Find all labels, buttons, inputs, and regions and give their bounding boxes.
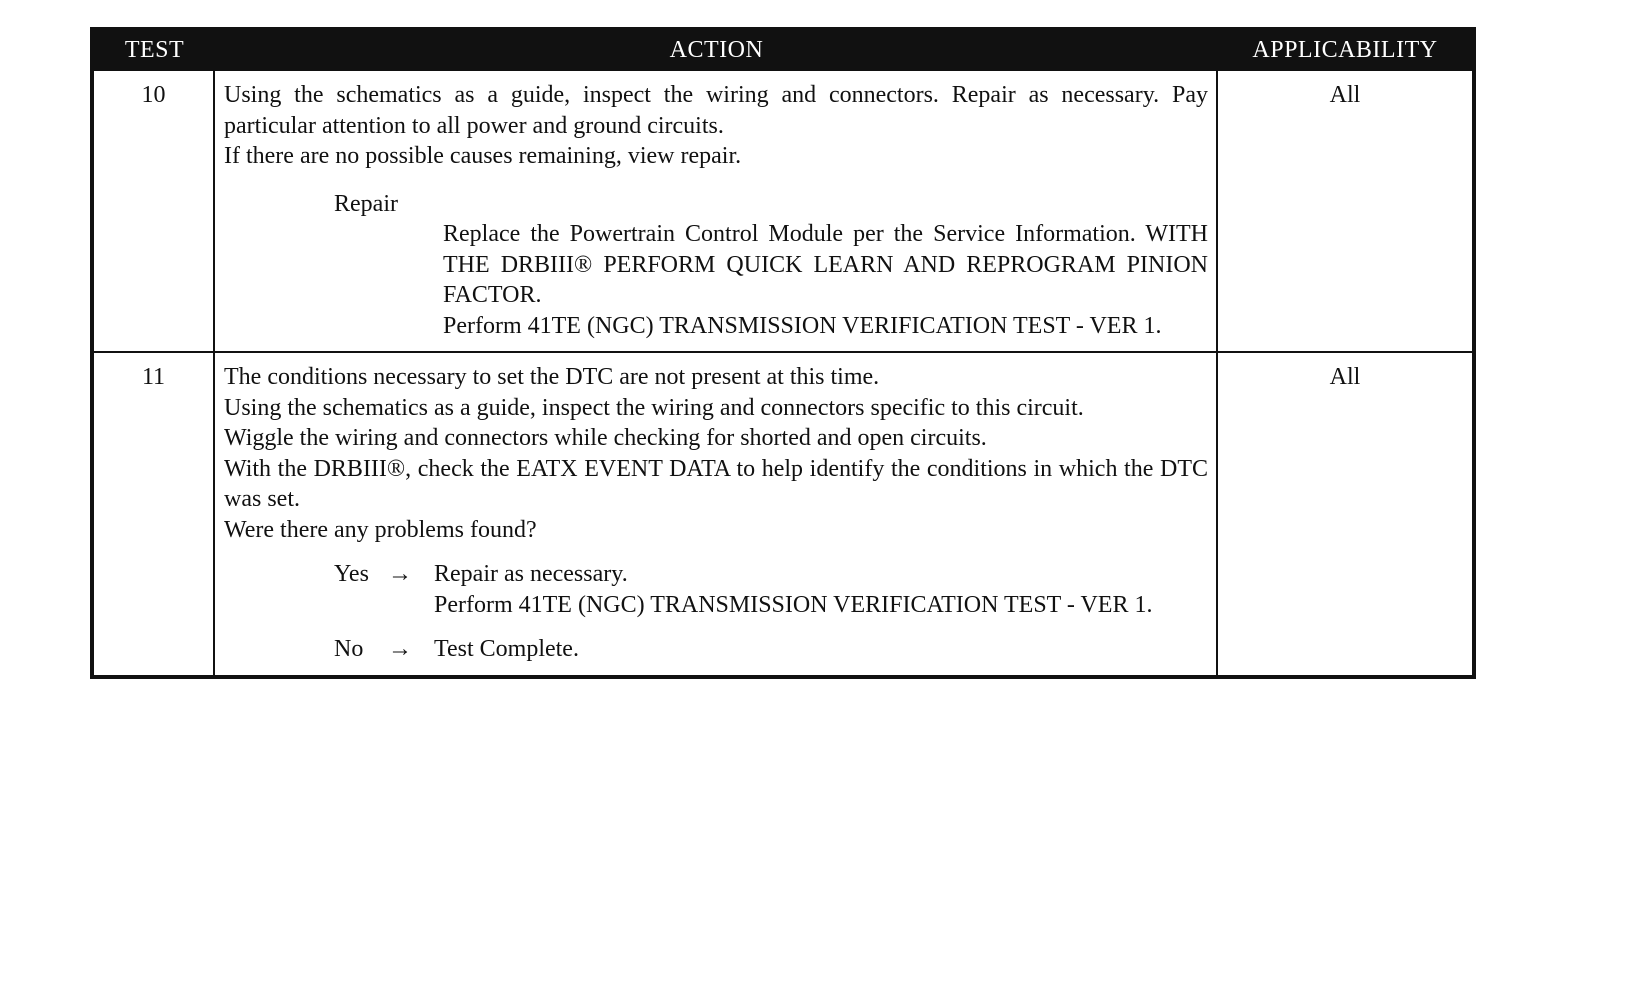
table-row-test-11 (94, 351, 1472, 675)
repair-body (224, 219, 1208, 341)
repair-text: Perform 41TE (NGC) TRANSMISSION VERIFICATION TEST - VER 1. (443, 312, 1162, 339)
repair-label: Repair (334, 190, 398, 217)
action-cell (215, 353, 1218, 675)
header-applicability: APPLICABILITY (1252, 36, 1438, 63)
action-text: If there are no possible causes remaining, view repair. (224, 143, 742, 169)
applicability-value: All (1329, 364, 1361, 390)
outcome-text (434, 634, 1208, 665)
action-text: Using the schematics as a guide, inspect the wiring and connectors specific to this circuit. (224, 394, 1084, 421)
diagnostic-table (90, 27, 1476, 679)
outcome-label: No (334, 636, 364, 662)
action-text: Using the schematics as a guide, inspect the wiring and connectors. Repair as necessary. Pay particular attention to all power and ground circuits. (224, 82, 1208, 139)
test-number: 11 (94, 353, 215, 675)
repair-text: Replace the Powertrain Control Module per the Service Information. WITH THE DRBIII® PERFORM QUICK LEARN AND REPROGRAM PINION FACTOR. (443, 221, 1208, 308)
action-text: Wiggle the wiring and connectors while checking for shorted and open circuits. (224, 425, 987, 451)
outcome-yes (224, 559, 1208, 620)
header-action: ACTION (669, 36, 764, 63)
table-row-test-10 (94, 69, 1472, 351)
outcome-line: Perform 41TE (NGC) TRANSMISSION VERIFICATION TEST - VER 1. (434, 591, 1153, 618)
action-cell (215, 71, 1218, 351)
arrow-right-icon: → (388, 561, 412, 587)
outcome-line: Repair as necessary. (434, 561, 628, 587)
outcome-line: Test Complete. (434, 636, 579, 662)
header-test: TEST (124, 36, 185, 63)
test-number: 10 (94, 71, 215, 351)
outcome-label: Yes (334, 561, 369, 587)
applicability-value: All (1329, 82, 1361, 108)
action-text: With the DRBIII®, check the EATX EVENT DATA to help identify the conditions in which the DTC was set. (224, 455, 1208, 512)
action-text: Were there any problems found? (224, 516, 537, 543)
outcome-no (224, 634, 1208, 665)
outcome-text (434, 559, 1208, 620)
table-header (94, 31, 1472, 69)
arrow-right-icon: → (388, 636, 412, 662)
action-text: The conditions necessary to set the DTC are not present at this time. (224, 364, 880, 390)
